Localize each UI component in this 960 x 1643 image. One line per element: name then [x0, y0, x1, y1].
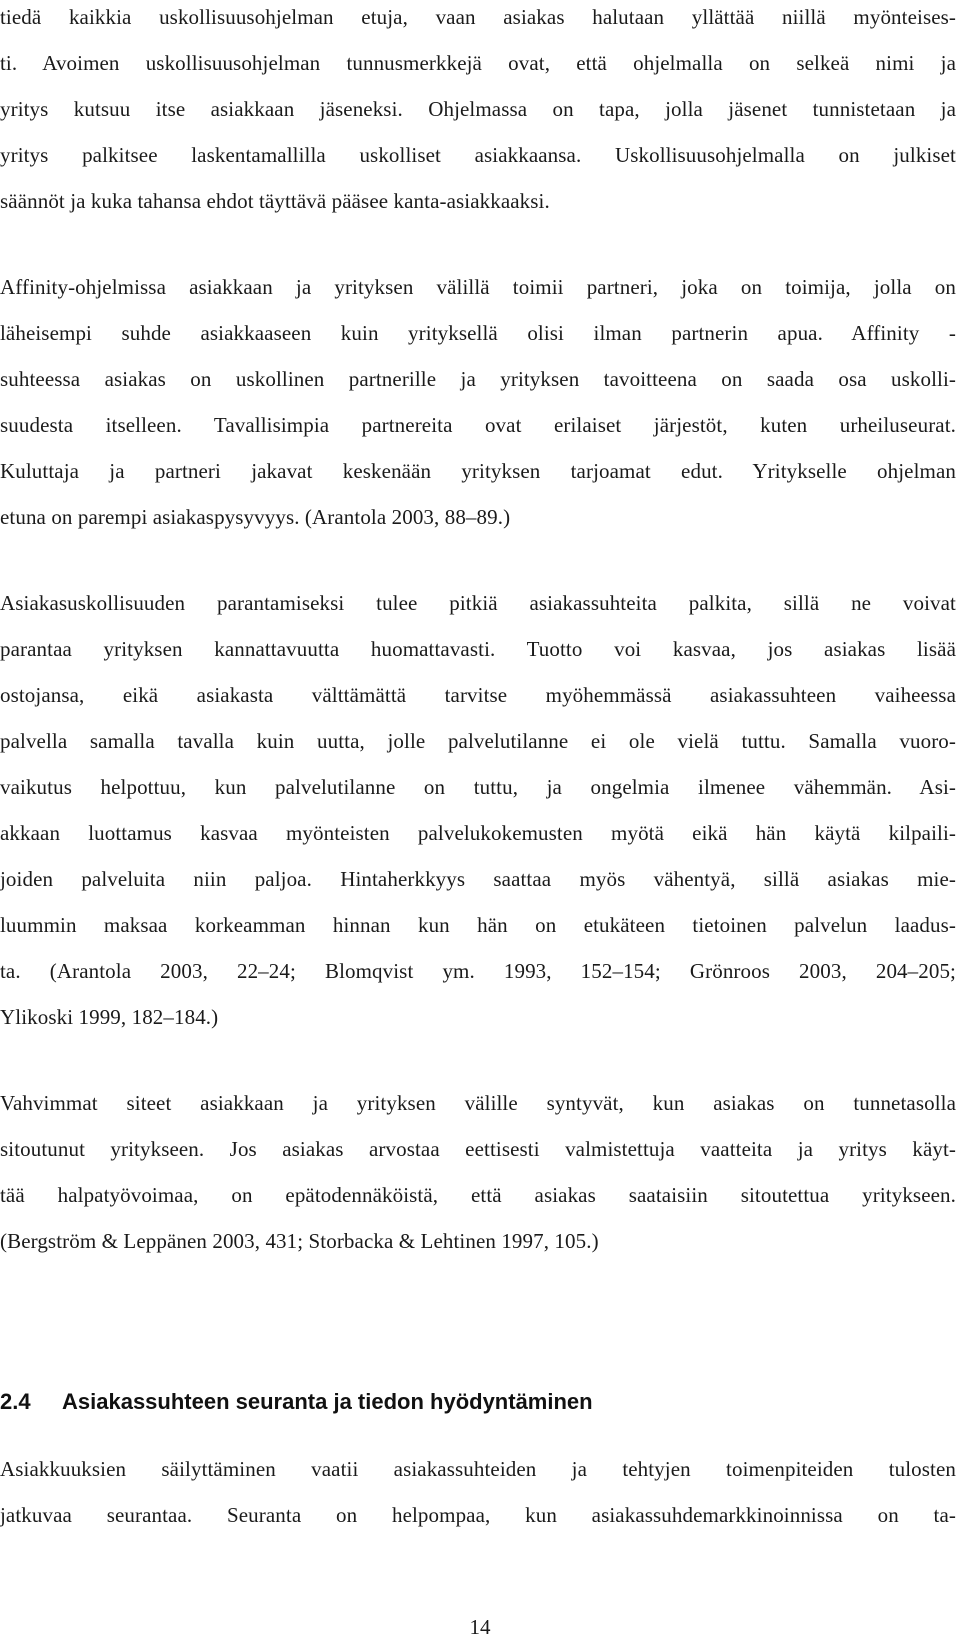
text-line: läheisempi suhde asiakkaaseen kuin yrityksellä olisi ilman partnerin apua. Affinity -: [0, 321, 956, 345]
text-line: sitoutunut yritykseen. Jos asiakas arvostaa eettisesti valmistettuja vaatteita ja yritys käyt-: [0, 1137, 956, 1161]
text-line: Kuluttaja ja partneri jakavat keskenään yrityksen tarjoamat edut. Yritykselle ohjelman: [0, 459, 956, 483]
page-number: 14: [469, 1615, 491, 1639]
section-number: 2.4: [0, 1389, 31, 1414]
text-line: ti. Avoimen uskollisuusohjelman tunnusmerkkejä ovat, että ohjelmalla on selkeä nimi ja: [0, 51, 956, 75]
text-line: vaikutus helpottuu, kun palvelutilanne on tuttu, ja ongelmia ilmenee vähemmän. Asi-: [0, 775, 956, 799]
text-line: tiedä kaikkia uskollisuusohjelman etuja, vaan asiakas halutaan yllättää niillä myönteises-: [0, 5, 956, 29]
text-line: Vahvimmat siteet asiakkaan ja yrityksen välille syntyvät, kun asiakas on tunnetasolla: [0, 1091, 956, 1115]
section-heading: [0, 1388, 593, 1416]
text-line: (Bergström & Leppänen 2003, 431; Storbacka & Lehtinen 1997, 105.): [0, 1229, 599, 1253]
text-line: suhteessa asiakas on uskollinen partnerille ja yrityksen tavoitteena on saada osa uskolli-: [0, 367, 956, 391]
text-line: yritys kutsuu itse asiakkaan jäseneksi. Ohjelmassa on tapa, jolla jäsenet tunnistetaan ja: [0, 97, 956, 121]
text-line: Affinity-ohjelmissa asiakkaan ja yrityksen välillä toimii partneri, joka on toimija, jolla on: [0, 275, 956, 299]
text-line: Asiakasuskollisuuden parantamiseksi tulee pitkiä asiakassuhteita palkita, sillä ne voivat: [0, 591, 956, 615]
text-line: yritys palkitsee laskentamallilla uskolliset asiakkaansa. Uskollisuusohjelmalla on julkiset: [0, 143, 956, 167]
text-line: ostojansa, eikä asiakasta välttämättä tarvitse myöhemmässä asiakassuhteen vaiheessa: [0, 683, 956, 707]
text-line: palvella samalla tavalla kuin uutta, jolle palvelutilanne ei ole vielä tuttu. Samalla vuoro-: [0, 729, 956, 753]
text-line: etuna on parempi asiakaspysyvyys. (Arantola 2003, 88–89.): [0, 505, 511, 529]
section-title: Asiakassuhteen seuranta ja tiedon hyödyntäminen: [62, 1389, 593, 1414]
text-line: luummin maksaa korkeamman hinnan kun hän on etukäteen tietoinen palvelun laadus-: [0, 913, 956, 937]
text-line: jatkuvaa seurantaa. Seuranta on helpompaa, kun asiakassuhdemarkkinoinnissa on ta-: [0, 1503, 956, 1527]
text-line: Asiakkuuksien säilyttäminen vaatii asiakassuhteiden ja tehtyjen toimenpiteiden tulosten: [0, 1457, 956, 1481]
text-line: suudesta itselleen. Tavallisimpia partnereita ovat erilaiset järjestöt, kuten urheiluseurat.: [0, 413, 956, 437]
text-line: joiden palveluita niin paljoa. Hintaherkkyys saattaa myös vähentyä, sillä asiakas mie-: [0, 867, 956, 891]
text-line: ta. (Arantola 2003, 22–24; Blomqvist ym. 1993, 152–154; Grönroos 2003, 204–205;: [0, 959, 956, 983]
text-line: säännöt ja kuka tahansa ehdot täyttävä pääsee kanta-asiakkaaksi.: [0, 189, 550, 213]
text-line: tää halpatyövoimaa, on epätodennäköistä, että asiakas saataisiin sitoutettua yritykseen.: [0, 1183, 956, 1207]
text-line: parantaa yrityksen kannattavuutta huomattavasti. Tuotto voi kasvaa, jos asiakas lisää: [0, 637, 956, 661]
text-line: akkaan luottamus kasvaa myönteisten palvelukokemusten myötä eikä hän käytä kilpaili-: [0, 821, 956, 845]
text-line: Ylikoski 1999, 182–184.): [0, 1005, 219, 1029]
